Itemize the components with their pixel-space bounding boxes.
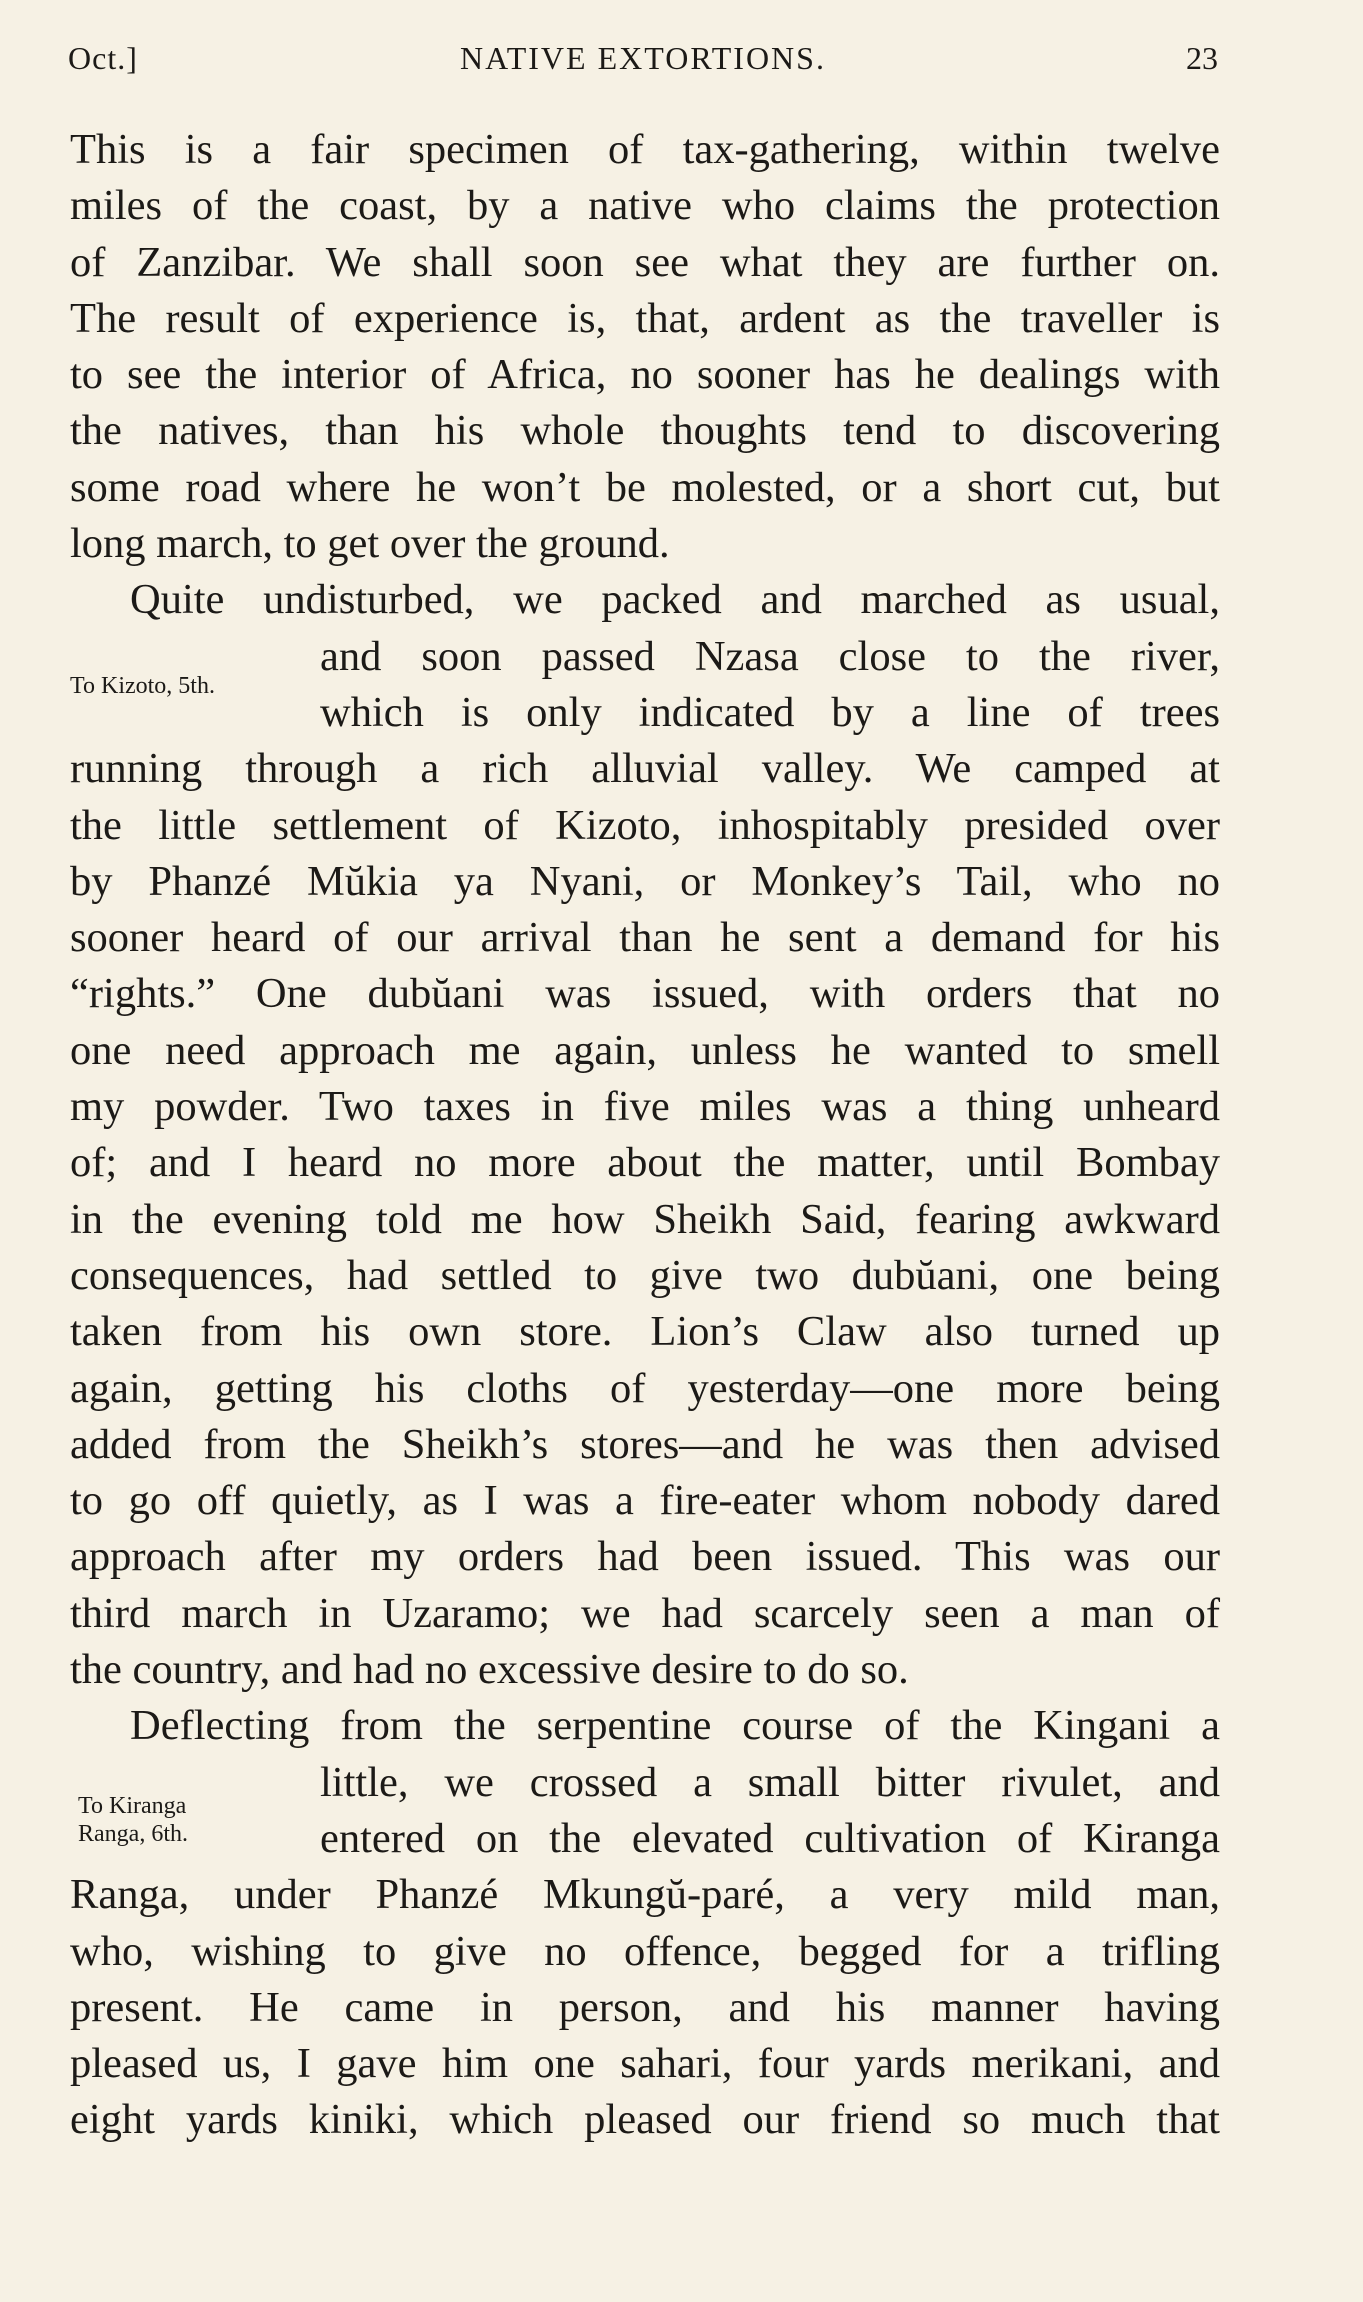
header-month: Oct.] (68, 40, 138, 76)
text-line: sooner heard of our arrival than he sent a demand for his (70, 914, 1220, 962)
margin-note-line: Ranga, 6th. (78, 1821, 188, 1847)
text-line: the natives, than his whole thoughts tend to discovering (70, 407, 1220, 455)
text-line: of; and I heard no more about the matter, until Bombay (70, 1139, 1220, 1187)
margin-note-line: To Kiranga (78, 1793, 187, 1819)
text-line: long march, to get over the ground. (70, 520, 670, 568)
text-line: to see the interior of Africa, no sooner has he dealings with (70, 351, 1220, 399)
text-line: This is a fair specimen of tax-gathering, within twelve (70, 126, 1220, 173)
text-line: in the evening told me how Sheikh Said, fearing awkward (70, 1195, 1220, 1243)
text-line: which is only indicated by a line of trees (320, 688, 1220, 736)
text-line: running through a rich alluvial valley. We camped at (70, 745, 1220, 793)
margin-note-line: To Kizoto, 5th. (70, 673, 215, 699)
text-line: Quite undisturbed, we packed and marched as usual, (130, 576, 1220, 624)
text-line: to go off quietly, as I was a fire-eater whom nobody dared (70, 1477, 1220, 1525)
text-line: who, wishing to give no offence, begged for a trifling (70, 1927, 1220, 1975)
text-line: entered on the elevated cultivation of Kiranga (320, 1814, 1220, 1862)
text-line: miles of the coast, by a native who claims the protection (70, 182, 1220, 230)
text-line: Deflecting from the serpentine course of the Kingani a (130, 1702, 1220, 1750)
text-line: my powder. Two taxes in five miles was a thing unheard (70, 1083, 1220, 1131)
text-line: by Phanzé Mŭkia ya Nyani, or Monkey’s Tail, who no (70, 857, 1220, 905)
page-number: 23 (1186, 40, 1218, 76)
text-line: and soon passed Nzasa close to the river, (320, 632, 1220, 680)
running-header (68, 40, 1218, 90)
text-line: consequences, had settled to give two dubŭani, one being (70, 1251, 1220, 1299)
text-line: of Zanzibar. We shall soon see what they are further on. (70, 238, 1220, 286)
text-line: the little settlement of Kizoto, inhospitably presided over (70, 801, 1220, 849)
text-line: again, getting his cloths of yesterday—one more being (70, 1364, 1220, 1412)
text-line: “rights.” One dubŭani was issued, with orders that no (70, 970, 1220, 1018)
text-line: third march in Uzaramo; we had scarcely seen a man of (70, 1589, 1220, 1637)
text-line: added from the Sheikh’s stores—and he was then advised (70, 1420, 1220, 1468)
text-line: pleased us, I gave him one sahari, four yards merikani, and (70, 2040, 1220, 2088)
header-title: NATIVE EXTORTIONS. (460, 40, 826, 76)
text-line: Ranga, under Phanzé Mkungŭ-paré, a very mild man, (70, 1871, 1220, 1919)
text-line: present. He came in person, and his manner having (70, 1983, 1220, 2031)
text-line: the country, and had no excessive desire to do so. (70, 1646, 909, 1694)
text-line: one need approach me again, unless he wanted to smell (70, 1026, 1220, 1074)
text-line: little, we crossed a small bitter rivulet, and (320, 1758, 1220, 1806)
text-line: eight yards kiniki, which pleased our friend so much that (70, 2096, 1220, 2144)
text-line: The result of experience is, that, ardent as the traveller is (70, 294, 1220, 342)
text-line: approach after my orders had been issued. This was our (70, 1533, 1220, 1581)
body-text (70, 122, 1220, 2149)
text-line: some road where he won’t be molested, or a short cut, but (70, 463, 1220, 511)
text-line: taken from his own store. Lion’s Claw also turned up (70, 1308, 1220, 1356)
